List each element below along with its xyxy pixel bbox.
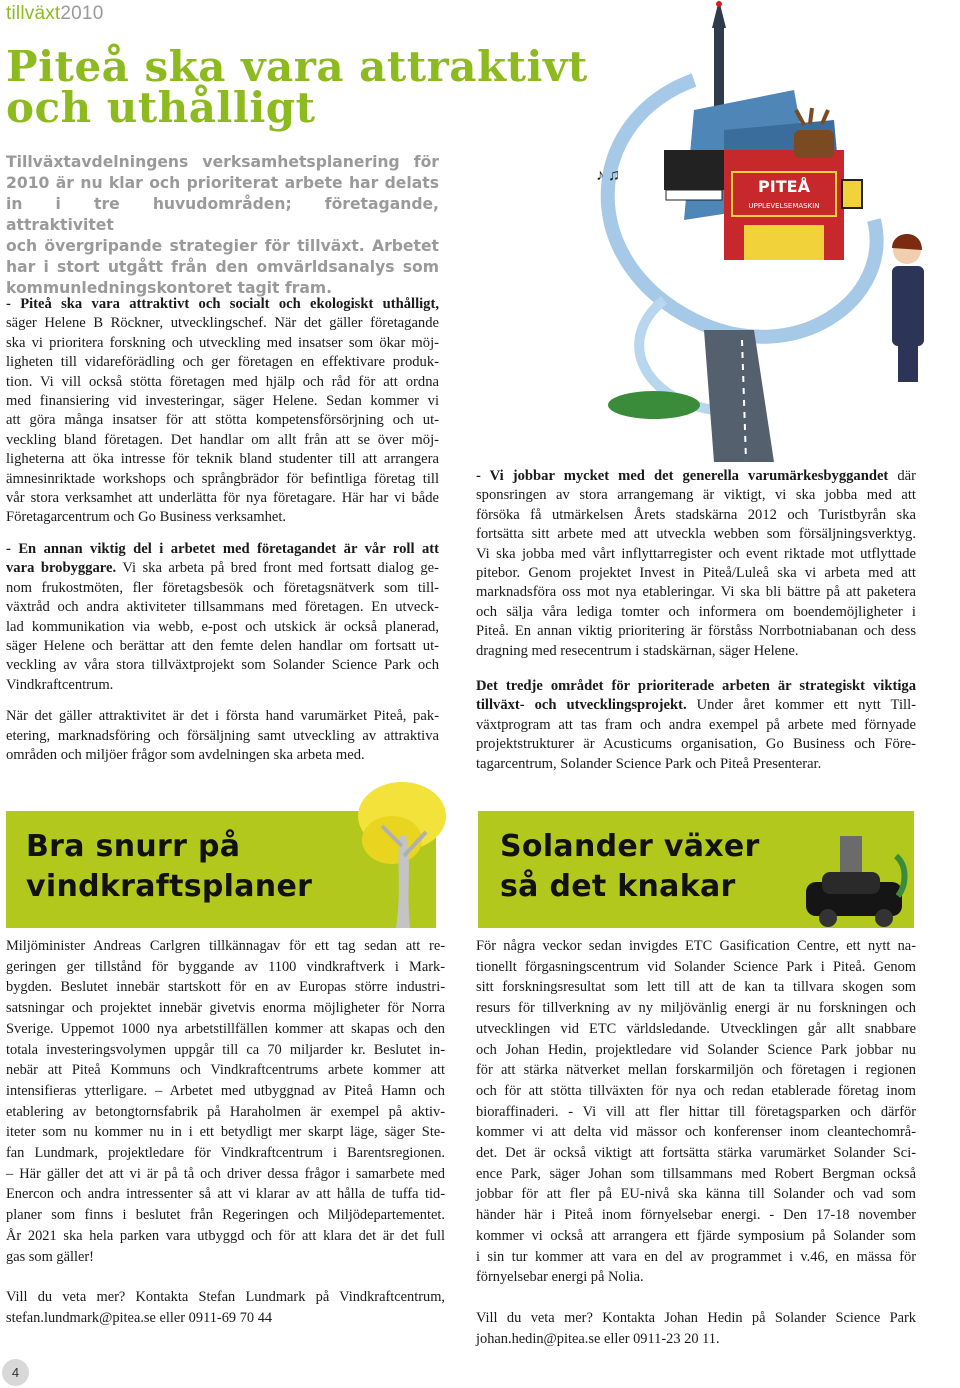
woman-hair [892, 234, 922, 250]
box-line: fan Lundmark, projektledare för Vindkraftcentrum i Barentsregionen. [6, 1145, 445, 1162]
ingress-line: har i stort utgått från den omvärldsanalys som [6, 258, 439, 276]
box-line: och för att stötta tillväxten för nya och redan etablerade företag inom [476, 1082, 916, 1099]
paragraph-line: marknadsföra oss mot nya etableringar. Vi ska bli bättre på att paketera [476, 584, 916, 601]
article-left-column [6, 295, 439, 765]
paragraph-line: lad kommunikation via webb, e-post och utskick är också planerad, [6, 618, 439, 635]
paragraph-line: växtråd och andra aktiviteter tillsammans med företagen. En utveck- [6, 599, 439, 616]
wind-power-text [6, 936, 445, 1329]
box-line: – Här gäller det att vi är på tå och driver dessa frågor i samarbete med [6, 1165, 445, 1182]
banner-heading-line: vindkraftsplaner [26, 869, 313, 904]
paragraph-lead: tillväxt- och utvecklingsprojekt. [476, 697, 687, 714]
box-line: bygden. Beslutet innebär startskott för en av Europas större industri- [6, 979, 445, 996]
paragraph-line: ligheterna att öka intresse för teknik bland studenter till att arrangera [6, 451, 439, 468]
section-name: tillväxt [6, 3, 61, 24]
paragraph-line: nom frukostmöten, fler företagsbesök och företagsnätverk som till- [6, 579, 439, 596]
box-line: gas som gäller! [6, 1248, 94, 1265]
paragraph-line: områden och miljöer frågor som avdelningen ska arbeta med. [6, 746, 365, 763]
paragraph-line: tagarcentrum, Solander Science Park och Piteå Presenterar. [476, 755, 822, 772]
tree-illustration [352, 776, 452, 928]
box-line: det. Det är också viktigt att fortsätta stärka varumärket Solander Sci- [476, 1145, 916, 1162]
article-title [6, 42, 656, 132]
solander-illustration [786, 836, 916, 928]
paragraph-line: tion. Vi vill också stötta företagen med hjälp och råd för att ordna [6, 373, 439, 390]
paragraph-line: ligheten till vidareförädling och ger företagen en effektivare produk- [6, 354, 439, 371]
paragraph-line: När det gäller attraktivitet är det i första hand varumärket Piteå, pak- [6, 708, 439, 725]
paragraph-line: etering, marknadsföring och försäljning samt utveckling av attraktiva [6, 727, 439, 744]
contact-line: Vill du veta mer? Kontakta Johan Hedin på Solander Science Park [476, 1309, 916, 1326]
section-year: 2010 [60, 3, 104, 24]
paragraph-line: Företagarcentrum och Go Business verksamhet. [6, 509, 287, 526]
woman-legs [898, 346, 918, 382]
box-line: sitt forskningsresultat som lett till att de kan ta tillvara skogen som [476, 979, 916, 996]
sign-subtitle: UPPLEVELSEMASKIN [748, 202, 820, 210]
pitea-illustration [574, 0, 960, 462]
paragraph-line: dragning med resecentrum i stadskärnan, säger Helene. [476, 642, 799, 659]
box-line: kommer vi att delta vid mässor och konferenser inom cleantechområ- [476, 1124, 916, 1141]
paragraph-line: säger Helene B Röckner, utvecklingschef. När det gäller företagande [6, 315, 439, 332]
piano [664, 150, 724, 190]
article-right-column [476, 467, 916, 774]
paragraph-line: vår stora verksamhet att underlätta för nya företagare. Här har vi både [6, 490, 439, 507]
box-line: satsningar och projektet innebär givetvis enorma möjligheter för Norra [6, 1000, 445, 1017]
woman-body [892, 266, 924, 346]
stage [744, 225, 824, 260]
title-line: Piteå ska vara attraktivt [6, 42, 588, 91]
ingress-line: Tillväxtavdelningens verksamhetsplanering för [6, 153, 439, 171]
paragraph-line: Vindkraftcentrum. [6, 676, 114, 693]
paragraph-line: där [888, 468, 916, 484]
box-line: Sverige. Uppemot 1000 nya arbetstillfällen kommer att skapas och den [6, 1020, 445, 1037]
box-line: ence Park, säger Johan som tillsammans med Robert Bergman också [476, 1165, 916, 1182]
paragraph-lead: - En annan viktig del i arbetet med företagandet är vår roll att [6, 540, 439, 557]
paragraph-line: pitebor. Genom projektet Invest in Piteå/Luleå ska vi arbeta med att [476, 565, 916, 582]
contact-line[interactable]: johan.hedin@pitea.se eller 0911-23 20 11. [476, 1330, 720, 1347]
paragraph-line: sponsringen av stora arrangemang är viktigt, vi ska jobba med att [476, 487, 916, 504]
box-line: För några veckor sedan invigdes ETC Gasification Centre, ett nytt na- [476, 938, 916, 954]
box-line: kommer vi också att arrangera ett fjärde symposium på Solander som [476, 1227, 916, 1244]
box-line: i sin tur kommer att vara en del av programmet i v.46, en mässa för [476, 1248, 916, 1265]
paragraph-line: Vi ska jobba med vårt inflyttarregister och event riktade mot utflyttade [476, 545, 916, 562]
road [704, 330, 774, 462]
paragraph-line: ämnesinriktade workshops och språngbrädor för befintliga företag till [6, 470, 439, 487]
box-line: Enercon och andra intressenter så att vi klarar av att hålla de tuffa tid- [6, 1186, 445, 1203]
box-line: jobbar för att fler på EU-nivå ska känna till Solander och vad som [476, 1186, 916, 1203]
contact-line: Vill du veta mer? Kontakta Stefan Lundmark på Vindkraftcentrum, [6, 1289, 445, 1306]
box-line: händer här i Piteå inom förnyelsebar energi. - Den 17-18 november [476, 1207, 916, 1224]
box-line: och Johan Hedin, projektledare vid Solander Science Park jobbar nu [476, 1041, 916, 1058]
ingress-line: 2010 är nu klar och prioriterat arbete har delats [6, 174, 439, 192]
ingress-line: in i tre huvudområden; företagande, attraktivitet [6, 195, 439, 234]
box-line: förnyelsebar energi på Nolia. [476, 1269, 644, 1286]
paragraph-line: veckling av våra stora tillväxtprojekt som Solander Science Park och [6, 657, 439, 674]
ingress-line: kommunledningskontoret tagit fram. [6, 279, 333, 297]
paragraph-line: projektstrukturer är Acusticums organisation, Go Business och Före- [476, 736, 916, 753]
street-lamp [842, 180, 862, 208]
paragraph-line: veckling bland företagen. Det handlar om allt från att se över möj- [6, 431, 439, 448]
article-ingress [6, 152, 439, 299]
box-line: Miljöminister Andreas Carlgren tillkännagav för ett tag sedan att re- [6, 938, 445, 954]
box-line: iteter som nu kommer nu in i ett betydligt mer skarpt läge, säger Ste- [6, 1124, 445, 1141]
paragraph-line: Vi ska arbeta på bred front med fortsatt dialog ge- [116, 560, 439, 577]
banner-heading-line: Bra snurr på [26, 829, 241, 864]
paragraph-line: säger Helene och berättar att den femte delen handlar om fortsatt ut- [6, 637, 439, 654]
paragraph-line: fortsätta sitt arbete med att utveckla webben som försäljningsverktyg. [476, 526, 916, 543]
sign-title: PITEÅ [758, 177, 810, 196]
paragraph-lead: vara brobyggare. [6, 560, 117, 577]
box-line: geringen ger tillstånd för byggande av 1100 vindkraftverk i Mark- [6, 958, 445, 975]
music-notes: ♪ ♫ [596, 167, 620, 184]
banner-heading [500, 827, 760, 907]
box-line: År 2021 ska hela parken vara utbyggd och för att klara det är det full [6, 1227, 445, 1244]
paragraph-lead: - Piteå ska vara attraktivt och socialt och ekologiskt uthålligt, [6, 296, 439, 312]
ingress-line: och övergripande strategier för tillväxt. Arbetet [6, 237, 439, 255]
paragraph-lead: Det tredje området för prioriterade arbeten är strategiskt viktiga [476, 678, 916, 695]
section-tag [6, 3, 103, 25]
box-line: totala investeringsvolymen uppgår till ca 70 miljarder kr. Beslutet in- [6, 1041, 445, 1058]
banner-heading-line: Solander växer [500, 829, 760, 864]
solander-text [476, 936, 916, 1349]
box-line: för att stärka nätverket mellan forskarmiljön och företagen i regionen [476, 1062, 916, 1079]
box-line: tionellt förgasningscentrum vid Solander Science Park i Piteå. Genom [476, 958, 916, 975]
box-line: planer som finns i beslutet från Regeringen och Miljödepartementet. [6, 1207, 445, 1224]
paragraph-line: med finansiering vid investeringar, säger Helene. Sedan kommer vi [6, 393, 439, 410]
tower-light [716, 1, 722, 7]
paragraph-line: och sälja våra lediga tomter och informera om boendemöjligheter i [476, 603, 916, 620]
paragraph-line: ska vi prioritera forskning och utveckling med insatser som ökar möj- [6, 334, 439, 351]
paragraph-line: växtprogram att tas fram och andra exempel på arbete med förnyade [476, 716, 916, 733]
box-line: etablering av betongtornsfabrik på Haraholmen är exempel på aktiv- [6, 1103, 445, 1120]
banner-heading [26, 827, 312, 907]
paragraph-line: försöka få utmärkelsen Årets stadskärna 2012 och Turistbyrån ska [476, 506, 916, 523]
banner-heading-line: så det knakar [500, 869, 736, 904]
paragraph-line: Piteå. En annan viktig prioritering är förståss Norrbotniabanan och dess [476, 623, 916, 640]
moose [794, 130, 834, 158]
piano-keys [666, 190, 722, 200]
page-number: 4 [2, 1359, 29, 1386]
moose-antler [796, 108, 828, 125]
contact-line[interactable]: stefan.lundmark@pitea.se eller 0911-69 70 44 [6, 1309, 273, 1326]
paragraph-lead: - Vi jobbar mycket med det generella varumärkesbyggandet [476, 468, 889, 484]
paragraph-line: Under året kommer ett nytt Till- [686, 697, 916, 714]
box-line: utvecklingen vid ETC världsledande. Utvecklingen går allt snabbare [476, 1020, 916, 1037]
paragraph-line: att göra många insatser för att stötta kompetensförsörjning och ut- [6, 412, 439, 429]
box-line: resurs för tillverkning av ny miljövänlig energi är nu forskningen och [476, 1000, 916, 1017]
box-line: bioraffinaderi. - Vi vill att fler hittar till företagsparken och därför [476, 1103, 916, 1120]
box-line: nebär att Piteå Kommuns och Vindkraftcentrums arbete kommer att [6, 1062, 445, 1079]
box-line: intensifieras ytterligare. – Arbetet med utbyggnad av Piteå Hamn och [6, 1082, 445, 1099]
title-line: och uthålligt [6, 83, 316, 132]
crocodile [608, 391, 700, 419]
